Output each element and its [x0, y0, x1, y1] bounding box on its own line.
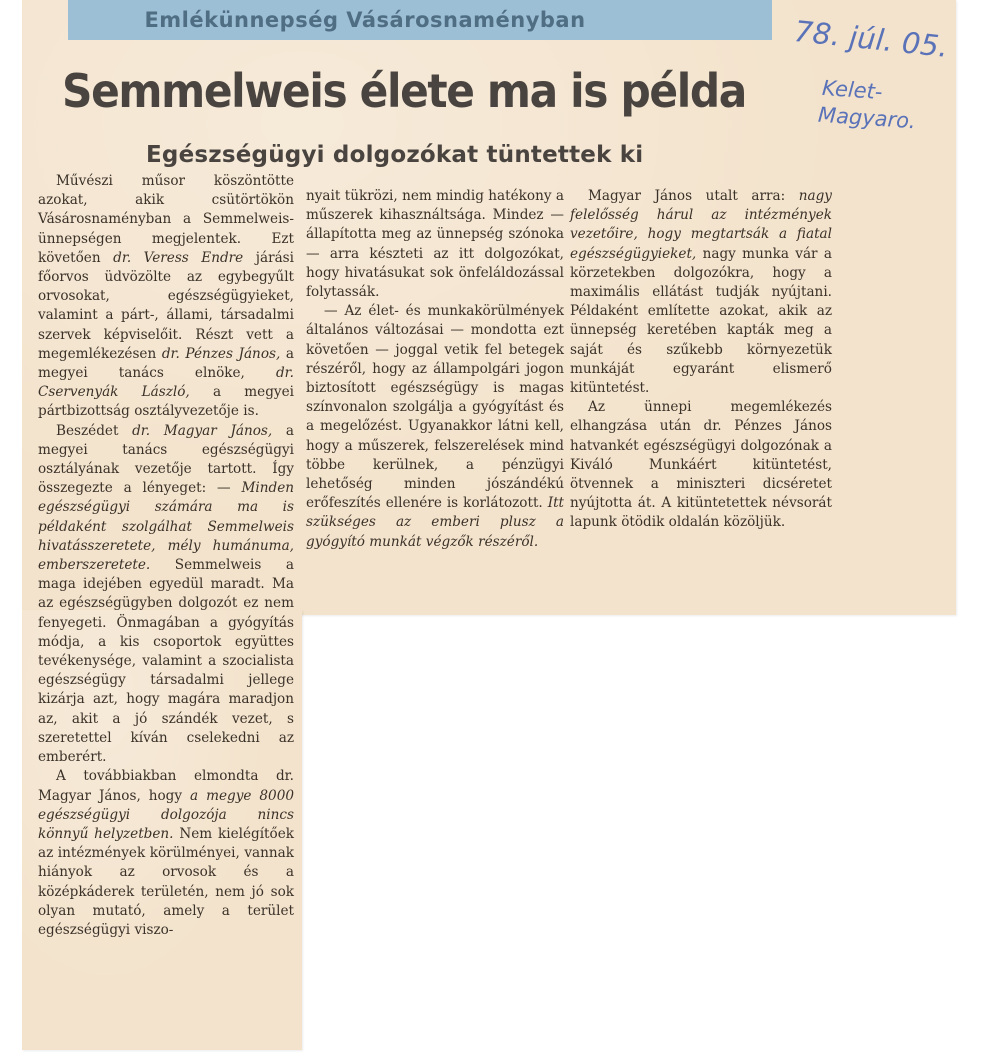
paragraph — [38, 172, 294, 422]
quote-italic: a megye 8000 egészségügyi dolgozója nincs könnyű helyzetben. — [38, 787, 294, 842]
paragraph: nyait tükrözi, nem mindig hatékony a műszerek kihasználtsága. Mindez — állapította meg az ünnepség szónoka — arra készteti az itt dolgozókat, hogy hivatásukat sok önfeláldozással folytassák. — [306, 188, 564, 301]
paragraph — [570, 187, 832, 398]
text-run: Semmelweis a maga idejében egyedül maradt. Ma az egészségügyben dolgozót ez nem fenyegeti. Önmagában a gyógyítás módja, a kis csoportok együttes tevékenysége, valamint a szocialista egészségügy társadalmi jellege kizárja azt, hogy magára maradjon az, akit a jó szándék vezet, s szeretettel kíván cselekedni az emberért. — [38, 557, 294, 766]
text-run: Nem kielégítőek az intézmények körülményei, vannak hiányok az orvosok és a középkáderek területén, nem jó sok olyan mutató, amely a terület egészségügyi viszo- — [38, 825, 294, 938]
name-italic: dr. Cservenyák László, — [38, 365, 294, 401]
quote-italic: Minden egészségügyi számára ma is példaként szolgálhat Semmelweis hivatásszeretete, mély humánuma, emberszeretete. — [38, 480, 294, 574]
text-run: — Az élet- és munkakörülmények általános változásai — mondotta ezt követően — joggal vetik fel betegek részéről, hogy az állampolgári jogon biztosított egészségügy is magas színvonalon szolgálja a gyógyítást és a megelőzést. Ugyanakkor látni kell, hogy a műszerek, felszerelések mind többe kerülnek, a pénzügyi lehetőség minden jószándékú erőfeszítés ellenére is korlátozott. — [306, 303, 564, 512]
text-run: a megyei tanács elnöke, — [38, 345, 294, 382]
paragraph: Az ünnepi megemlékezés elhangzása után dr. Pénzes János hatvankét egészségügyi dolgozónak a Kiváló Munkáért kitüntetést, ötvennek a miniszteri dicséretet nyújtotta át. A kitüntetettek névsorát lapunk ötödik oldalán közöljük. — [570, 399, 832, 531]
kicker-bar — [68, 0, 772, 40]
text-run: a megyei pártbizottság osztályvezetője is. — [38, 384, 294, 420]
text-run: Beszédet — [56, 422, 133, 439]
paragraph — [38, 422, 294, 768]
paragraph — [306, 302, 564, 552]
text-run: a megyei tanács egészségügyi osztályának vezetője tartott. Így összegezte a lényeget: — — [38, 422, 294, 497]
article-column-2 — [306, 187, 564, 552]
article-column-1 — [38, 172, 294, 940]
handwritten-source-line-2: Magyaro. — [817, 102, 917, 134]
text-run: Magyar János utalt arra: — [588, 188, 799, 204]
subheadline: Egészségügyi dolgozókat tüntettek ki — [146, 142, 644, 168]
article-column-3 — [570, 187, 832, 533]
name-italic: dr. Magyar János, — [132, 422, 273, 439]
kicker-text: Emlékünnepség Vásárosnaményban — [144, 8, 586, 32]
paragraph — [38, 767, 294, 940]
text-run: járási főorvos üdvözölte az egybegyűlt orvosokat, egészségügyieket, valamint a párt-, állami, társadalmi szervek képviselőit. Részt vett a megemlékezésen — [38, 249, 295, 362]
quote-italic: Itt szükséges az emberi plusz a gyógyító munkát végzők részéről. — [306, 495, 564, 550]
name-italic: dr. Veress Endre — [113, 249, 244, 266]
name-italic: dr. Pénzes János, — [161, 345, 281, 362]
handwritten-date: 78. júl. 05. — [792, 14, 950, 64]
text-run: A továbbiakban elmondta dr. Magyar János, hogy — [38, 768, 294, 804]
quote-italic: nagy felelősség hárul az intézmények vezetőire, hogy megtartsák a fiatal egészségügyieket, — [570, 188, 832, 262]
handwritten-source-line-1: Kelet- — [821, 75, 884, 105]
text-run: Művészi műsor köszöntötte azokat, akik csütörtökön Vásárosnaményban a Semmelweis-ünnepségen megjelentek. Ezt követően — [38, 173, 294, 266]
text-run: nagy munka vár a körzetekben dolgozókra, hogy a maximális ellátást tudják nyújtani. Példaként említette azokat, akik az ünnepség keretében kapták meg a saját és szűkebb környezetük munkáját egyaránt elismerő kitüntetést. — [570, 245, 832, 397]
headline: Semmelweis élete ma is példa — [62, 64, 746, 118]
